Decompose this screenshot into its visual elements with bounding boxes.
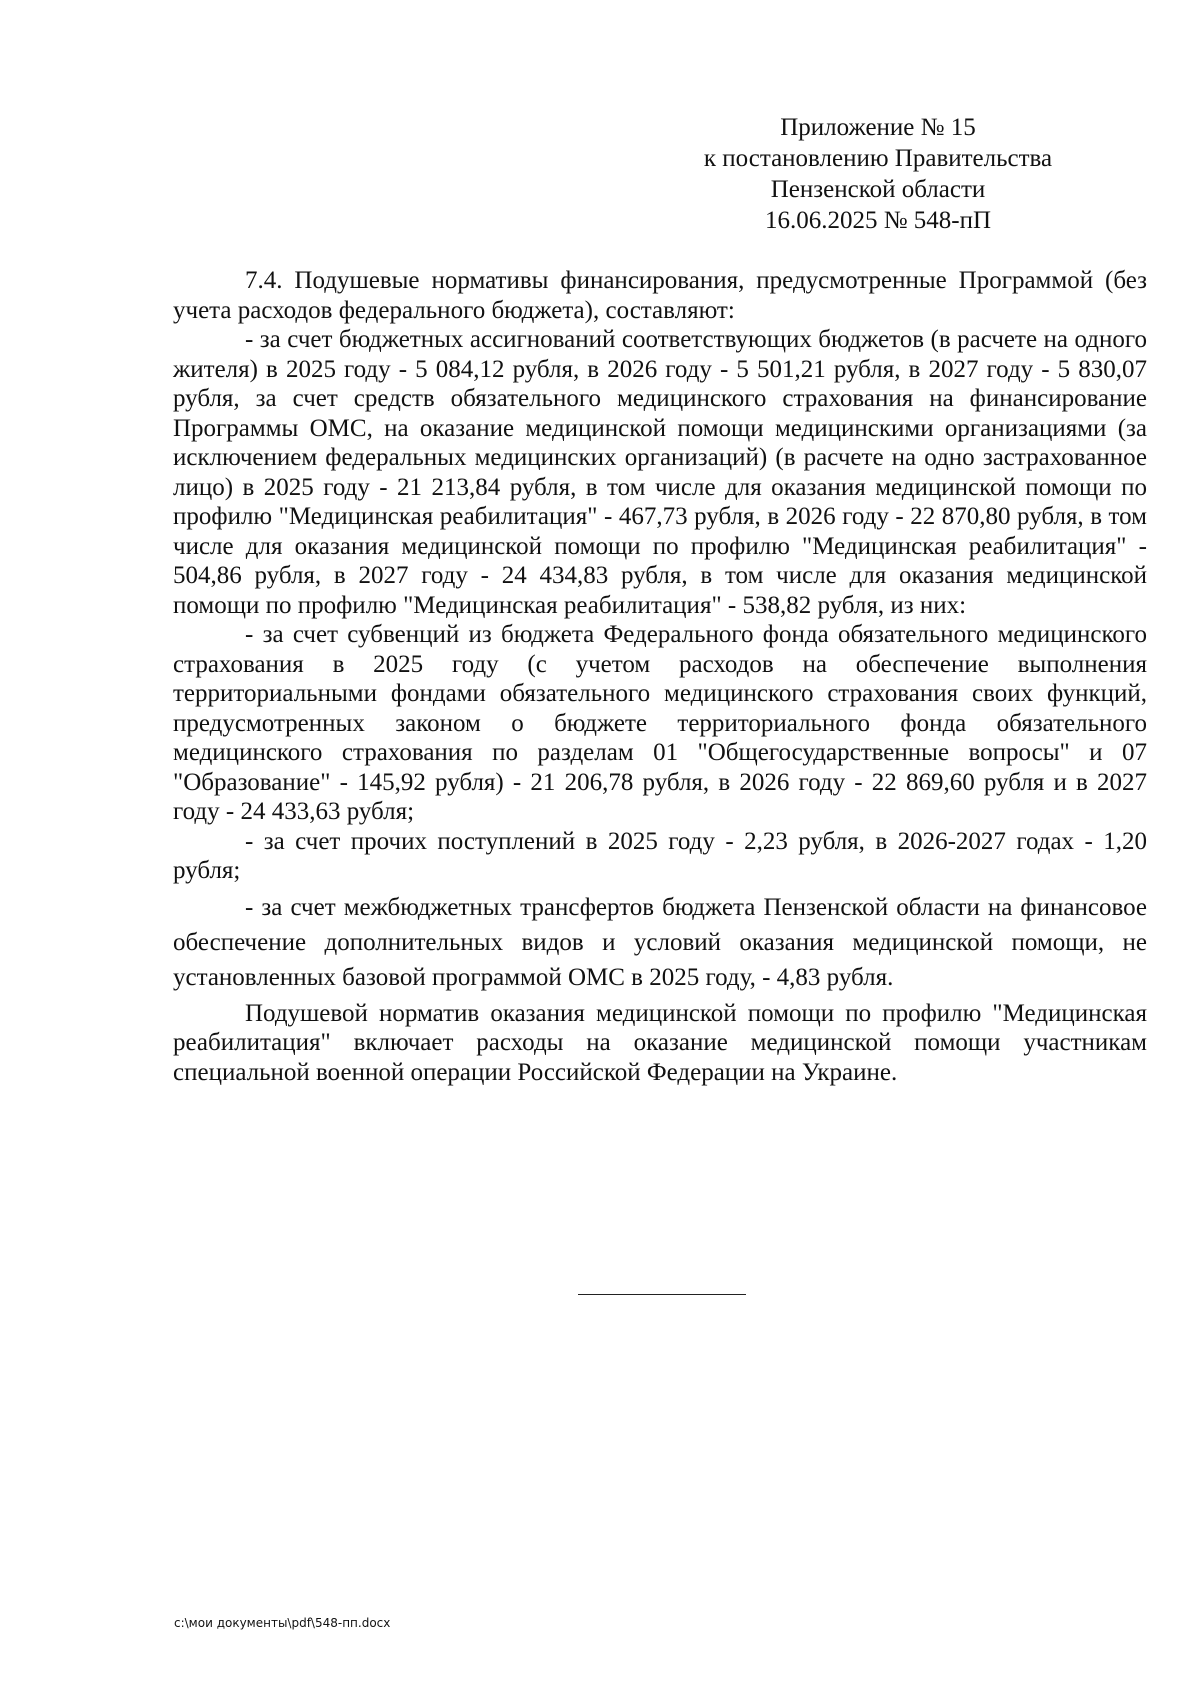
appendix-date-number: 16.06.2025 № 548-пП — [764, 207, 992, 234]
paragraph-intro: 7.4. Подушевые нормативы финансирования, предусмотренные Программой (без учета расходов федерального бюджета), составляют: — [173, 267, 1147, 324]
appendix-header — [664, 112, 1092, 236]
footer-file-path: c:\мои документы\pdf\548-пп.docx — [174, 1616, 391, 1630]
paragraph-interbudget-transfers: - за счет межбюджетных трансфертов бюджета Пензенской области на финансовое обеспечение дополнительных видов и условий оказания медицинской помощи, не установленных базовой программой ОМС в 2025 году, - 4,83 рубля. — [173, 893, 1147, 991]
paragraph-subventions: - за счет субвенций из бюджета Федерального фонда обязательного медицинского страхования в 2025 году (с учетом расходов на обеспечение выполнения территориальными фондами обязательного медицинского страхования своих функций, предусмотренных законом о бюджете территориального фонда обязательного медицинского страхования по разделам 01 "Общегосударственные вопросы" и 07 "Образование" - 145,92 рубля) - 21 206,78 рубля, в 2026 году - 22 869,60 рубля и в 2027 году - 24 433,63 рубля; — [173, 621, 1147, 825]
paragraph-other-revenue: - за счет прочих поступлений в 2025 году - 2,23 рубля, в 2026-2027 годах - 1,20 рубля; — [173, 827, 1147, 884]
paragraph-budget-allocations: - за счет бюджетных ассигнований соответствующих бюджетов (в расчете на одного жителя) в 2025 году - 5 084,12 рубля, в 2026 году - 5 501,21 рубля, в 2027 году - 5 830,07 рубля, за счет средств обязательного медицинского страхования на финансирование Программы ОМС, на оказание медицинской помощи медицинскими организациями (за исключением федеральных медицинских организаций) (в расчете на одно застрахованное лицо) в 2025 году - 21 213,84 рубля, в том числе для оказания медицинской помощи по профилю "Медицинская реабилитация" - 467,73 рубля, в 2026 году - 22 870,80 рубля, в том числе для оказания медицинской помощи по профилю "Медицинская реабилитация" - 504,86 рубля, в 2027 году - 24 434,83 рубля, в том числе для оказания медицинской помощи по профилю "Медицинская реабилитация" - 538,82 рубля, из них: — [173, 326, 1147, 619]
closing-rule — [578, 1294, 746, 1295]
appendix-number: Приложение № 15 — [780, 114, 976, 141]
paragraph-rehabilitation-note: Подушевой норматив оказания медицинской помощи по профилю "Медицинская реабилитация" включает расходы на оказание медицинской помощи участникам специальной военной операции Российской Федерации на Украине. — [173, 999, 1147, 1086]
appendix-region: Пензенской области — [770, 176, 986, 203]
document-body — [173, 266, 1147, 1087]
appendix-reference: к постановлению Правительства — [703, 145, 1053, 172]
